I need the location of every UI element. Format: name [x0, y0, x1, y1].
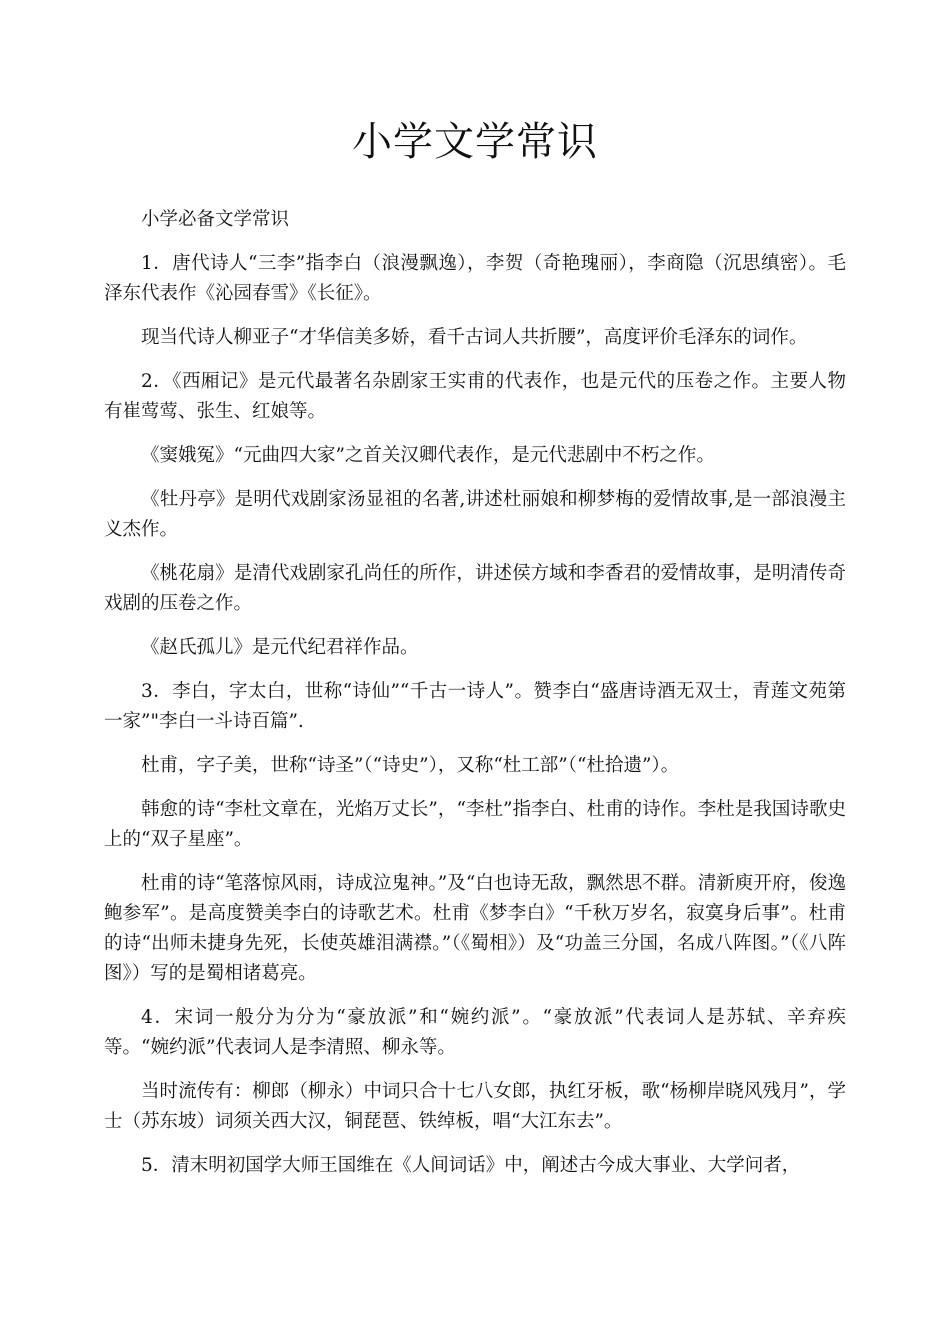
section-heading: 小学必备文学常识	[141, 209, 290, 230]
paragraph-du-fu-poems: 杜甫的诗“笔落惊风雨，诗成泣鬼神。”及“白也诗无敌，飘然思不群。清新庾开府，俊逸鲍参军”。是高度赞美李白的诗歌艺术。杜甫《梦李白》“千秋万岁名，寂寞身后事”。杜甫的诗“出师未捷身先死，长使英雄泪满襟。”（《蜀相》）及“功盖三分国，名成八阵图。”（《八阵图》）写的是蜀相诸葛亮。	[104, 873, 846, 984]
paragraph-dou-e-yuan: 《窦娥冤》“元曲四大家”之首关汉卿代表作，是元代悲剧中不朽之作。	[141, 445, 715, 466]
paragraph-peony-pavilion: 《牡丹亭》是明代戏剧家汤显祖的名著,讲述杜丽娘和柳梦梅的爱情故事,是一部浪漫主义杰作。	[104, 489, 846, 540]
paragraph-5-wang-guowei: 5．清末明初国学大师王国维在《人间词话》中，阐述古今成大事业、大学问者，	[141, 1155, 801, 1176]
paragraph-han-yu: 韩愈的诗“李杜文章在，光焰万丈长”，“李杜”指李白、杜甫的诗作。李杜是我国诗歌史上的“双子星座”。	[104, 799, 846, 850]
paragraph-zhao-orphan: 《赵氏孤儿》是元代纪君祥作品。	[141, 637, 419, 658]
paragraph-liu-yazi: 现当代诗人柳亚子“才华信美多娇，看千古词人共折腰”，高度评价毛泽东的词作。	[141, 327, 808, 348]
paragraph-3-li-bai: 3．李白，字太白，世称“诗仙”“千古一诗人”。赞李白“盛唐诗酒无双士，青莲文苑第一家”"李白一斗诗百篇”.	[104, 681, 846, 732]
document-title: 小学文学常识	[352, 119, 598, 165]
paragraph-liu-yong-su-shi: 当时流传有：柳郎（柳永）中词只合十七八女郎，执红牙板，歌“杨柳岸晓风残月”，学士（苏东坡）词须关西大汉，铜琵琶、铁绰板，唱“大江东去”。	[104, 1081, 846, 1132]
paragraph-du-fu: 杜甫，字子美，世称“诗圣”（“诗史”），又称“杜工部”（“杜拾遗”）。	[141, 755, 680, 776]
paragraph-1-three-li: 1．唐代诗人“三李”指李白（浪漫飘逸），李贺（奇艳瑰丽），李商隐（沉思缜密）。毛泽东代表作《沁园春雪》《长征》。	[104, 253, 846, 304]
paragraph-peach-blossom-fan: 《桃花扇》是清代戏剧家孔尚任的所作，讲述侯方域和李香君的爱情故事，是明清传奇戏剧的压卷之作。	[104, 563, 846, 614]
paragraph-2-xixiangji: 2．《西厢记》是元代最著名杂剧家王实甫的代表作，也是元代的压卷之作。主要人物有崔莺莺、张生、红娘等。	[104, 371, 846, 422]
document-body	[104, 205, 846, 1195]
paragraph-4-song-ci: 4．宋词一般分为分为“豪放派”和“婉约派”。“豪放派”代表词人是苏轼、辛弃疾等。“婉约派”代表词人是李清照、柳永等。	[104, 1007, 846, 1058]
